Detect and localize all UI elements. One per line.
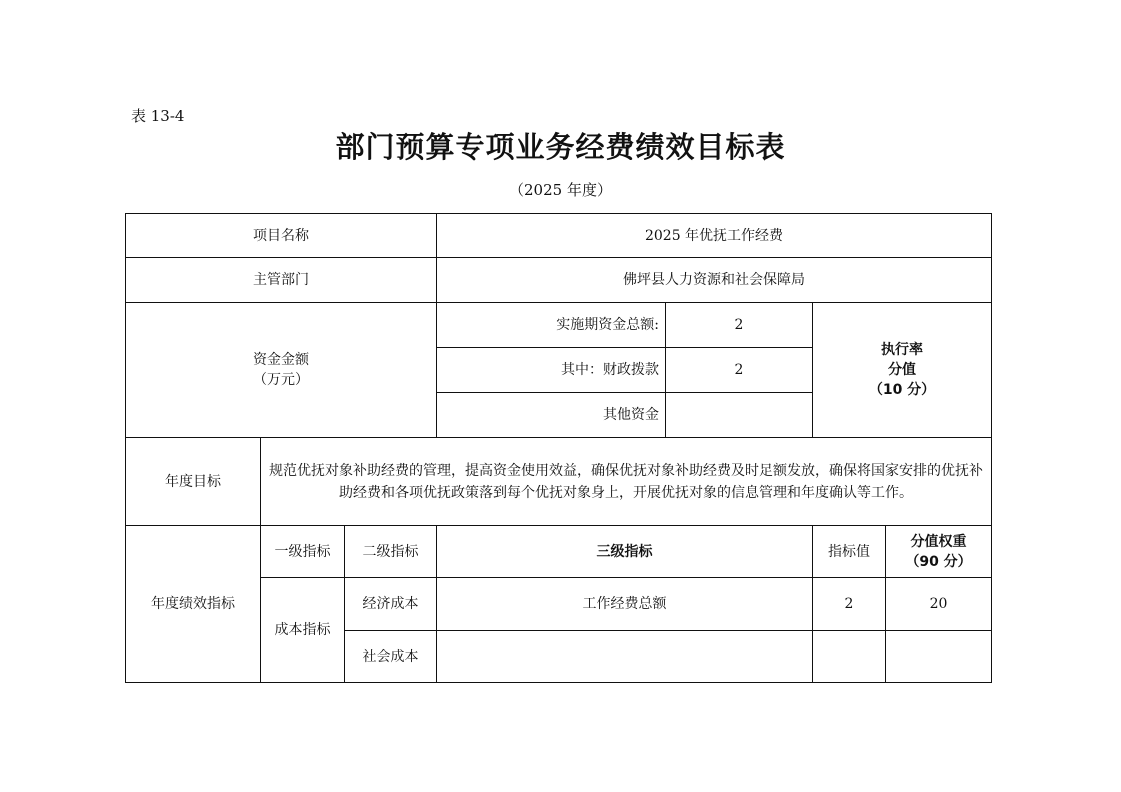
indicator-weight	[886, 631, 992, 683]
indicator-weight: 20	[886, 578, 992, 631]
level1-header: 一级指标	[261, 526, 345, 578]
fiscal-allocation-value: 2	[666, 348, 813, 393]
project-name-label: 项目名称	[126, 214, 437, 258]
annual-goal-row	[126, 438, 992, 526]
project-name-row	[126, 214, 992, 258]
indicator-level2: 经济成本	[345, 578, 437, 631]
department-row	[126, 258, 992, 303]
table-number-label: 表 13-4	[131, 107, 185, 125]
fiscal-allocation-label: 其中：财政拨款	[437, 348, 666, 393]
department-label: 主管部门	[126, 258, 437, 303]
indicator-level3: 工作经费总额	[437, 578, 813, 631]
indicator-header-row	[126, 526, 992, 578]
project-name-value: 2025 年优抚工作经费	[437, 214, 992, 258]
annual-goal-label: 年度目标	[126, 438, 261, 526]
weight-header	[886, 526, 992, 578]
weight-header-line1: 分值权重	[910, 533, 967, 550]
indicator-value: 2	[813, 578, 886, 631]
indicator-value-header: 指标值	[813, 526, 886, 578]
level3-header: 三级指标	[437, 526, 813, 578]
performance-target-table	[125, 213, 992, 683]
department-value: 佛坪县人力资源和社会保障局	[437, 258, 992, 303]
funding-amount-label	[126, 303, 437, 438]
funding-total-row	[126, 303, 992, 348]
document-title: 部门预算专项业务经费绩效目标表	[335, 130, 786, 164]
funding-amount-label-line1: 资金金额	[253, 352, 309, 368]
indicator-value	[813, 631, 886, 683]
annual-indicators-label: 年度绩效指标	[126, 526, 261, 683]
indicator-level3	[437, 631, 813, 683]
execution-rate-line2: 分值	[888, 362, 917, 378]
other-funding-value	[666, 393, 813, 438]
annual-goal-content: 规范优抚对象补助经费的管理，提高资金使用效益，确保优抚对象补助经费及时足额发放，确保将国家安排的优抚补助经费和各项优抚政策落到每个优抚对象身上，开展优抚对象的信息管理和年度确认等工作。	[269, 462, 984, 501]
total-funding-value: 2	[666, 303, 813, 348]
annual-goal-text	[261, 438, 992, 526]
cost-indicator-label: 成本指标	[261, 578, 345, 683]
indicator-level2: 社会成本	[345, 631, 437, 683]
execution-rate-line3: （10 分）	[868, 382, 936, 398]
level2-header: 二级指标	[345, 526, 437, 578]
execution-rate-line1: 执行率	[881, 342, 924, 358]
total-funding-label: 实施期资金总额:	[437, 303, 666, 348]
weight-header-line2: （90 分）	[905, 553, 972, 570]
execution-rate-score	[813, 303, 992, 438]
document-year: （2025 年度）	[509, 181, 612, 199]
other-funding-label: 其他资金	[437, 393, 666, 438]
funding-amount-label-line2: （万元）	[253, 372, 309, 388]
